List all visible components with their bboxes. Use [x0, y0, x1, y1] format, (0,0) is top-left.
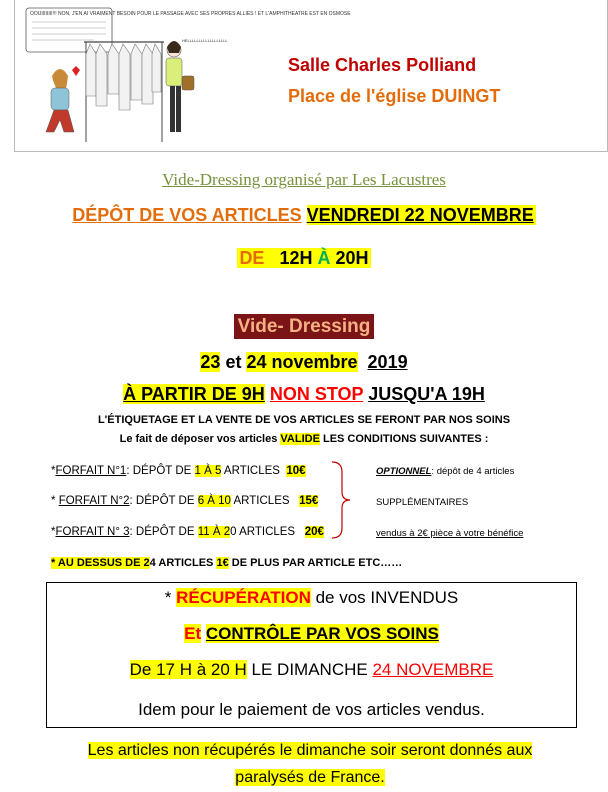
depot-de: DE	[239, 248, 265, 268]
forfait-range-rest: 0	[230, 526, 237, 538]
optional-line-3: vendus à 2€ pièce à votre bénéfice	[376, 528, 524, 539]
over24-price: 1€	[216, 557, 229, 569]
forfait-row-3	[51, 526, 324, 538]
recuperation-date: 24 NOVEMBRE	[372, 660, 494, 679]
depot-label: DÉPÔT DE VOS ARTICLES	[72, 205, 302, 225]
recuperation-star: *	[164, 588, 172, 607]
over24-text1: * AU DESSUS DE 2	[51, 557, 150, 569]
event-hours-end: JUSQU'A 19H	[368, 384, 485, 404]
recuperation-line	[46, 588, 577, 608]
forfait-prefix: *	[51, 465, 56, 477]
depot-start: 12H	[279, 248, 313, 268]
final-notice-line2: paralysés de France.	[235, 769, 385, 786]
idem-line: Idem pour le paiement de vos articles vendus.	[138, 700, 485, 719]
event-et: et	[225, 352, 242, 372]
speech-bubble-text-right: HELLLLLLLLLLLLLLLLLL	[182, 38, 228, 43]
forfait-name: FORFAIT N°1	[55, 465, 127, 477]
event-non-stop: NON STOP	[269, 384, 364, 404]
final-notice	[40, 737, 580, 791]
recuperation-title: RÉCUPÉRATION	[176, 588, 311, 607]
event-hours-start: À PARTIR DE 9H	[123, 384, 265, 404]
conditions-pre: Le fait de déposer vos articles	[119, 433, 278, 445]
forfait-depot: : DÉPÔT DE	[129, 495, 195, 507]
over24-text2: 4 ARTICLES	[149, 557, 214, 569]
organiser-line: Vide-Dressing organisé par Les Lacustres	[162, 170, 446, 189]
event-year: 2019	[367, 352, 408, 372]
event-day2: 24 novembre	[246, 352, 358, 372]
forfait-name: FORFAIT N°2	[58, 495, 130, 507]
optional-rest: : dépôt de 4 articles	[431, 466, 515, 477]
recuperation-title-rest: de vos INVENDUS	[315, 588, 459, 607]
optional-bold: OPTIONNEL	[376, 466, 432, 477]
forfait-range: 1 À 5	[194, 465, 222, 477]
depot-hours	[0, 248, 608, 269]
depot-day: VENDREDI	[306, 205, 400, 225]
depot-line	[0, 205, 608, 226]
optional-line-1	[376, 466, 514, 477]
conditions-valide: VALIDE	[280, 433, 320, 445]
conditions-post: LES CONDITIONS SUIVANTES :	[322, 433, 489, 445]
speech-bubble-text-title: OOUIIIIIIII!!! NON, J'EN AI VRAIMENT BESOIN POUR LE PASSAGE AVEC SES PROPRES ALLIES ! ET L'AMPHITHEATRE EST EN OSMOSE	[30, 11, 351, 17]
forfait-name: FORFAIT N° 3	[55, 526, 130, 538]
venue-name: Salle Charles Polliand	[288, 55, 477, 75]
shopping-illustration	[24, 6, 351, 146]
depot-end: 20H	[335, 248, 369, 268]
controle-line	[46, 624, 577, 644]
recuperation-hours-line	[46, 660, 577, 680]
controle-et: Et	[184, 624, 202, 643]
forfait-price: 10€	[286, 465, 306, 477]
over24-line	[51, 557, 402, 569]
forfait-row-1	[51, 465, 306, 477]
venue-address: Place de l'église DUINGT	[288, 86, 501, 106]
final-notice-line1: Les articles non récupérés le dimanche soir seront donnés aux	[87, 742, 533, 759]
forfait-price: 15€	[299, 495, 319, 507]
brace-icon	[328, 460, 354, 540]
controle-text: CONTRÔLE PAR VOS SOINS	[205, 624, 439, 643]
etiquetage-notice: L'ÉTIQUETAGE ET LA VENTE DE VOS ARTICLES SE FERONT PAR NOS SOINS	[97, 414, 511, 426]
forfait-articles: ARTICLES	[223, 465, 280, 477]
event-dates	[0, 352, 608, 373]
event-day1: 23	[200, 352, 221, 372]
forfait-range: 6 À 10	[197, 495, 231, 507]
optional-line-2: SUPPLÉMENTAIRES	[376, 497, 469, 508]
depot-date: 22 NOVEMBRE	[404, 205, 534, 225]
forfait-prefix: *	[51, 526, 56, 538]
event-title-wrap	[0, 316, 608, 338]
recuperation-day: LE DIMANCHE	[251, 660, 368, 679]
forfait-depot: : DÉPÔT DE	[126, 465, 192, 477]
recuperation-hours: De 17 H à 20 H	[129, 660, 247, 679]
forfait-range: 11 À 2	[197, 526, 231, 538]
event-hours	[0, 384, 608, 405]
forfait-articles: ARTICLES	[233, 495, 290, 507]
depot-a: À	[317, 248, 331, 268]
forfait-prefix: *	[51, 495, 56, 507]
forfait-articles: ARTICLES	[239, 526, 296, 538]
forfait-row-2	[51, 495, 318, 507]
forfait-depot: : DÉPÔT DE	[129, 526, 195, 538]
forfait-price: 20€	[304, 526, 324, 538]
over24-text3: DE PLUS PAR ARTICLE ETC……	[231, 557, 403, 569]
conditions-line	[0, 433, 608, 445]
event-title: Vide- Dressing	[234, 314, 375, 339]
